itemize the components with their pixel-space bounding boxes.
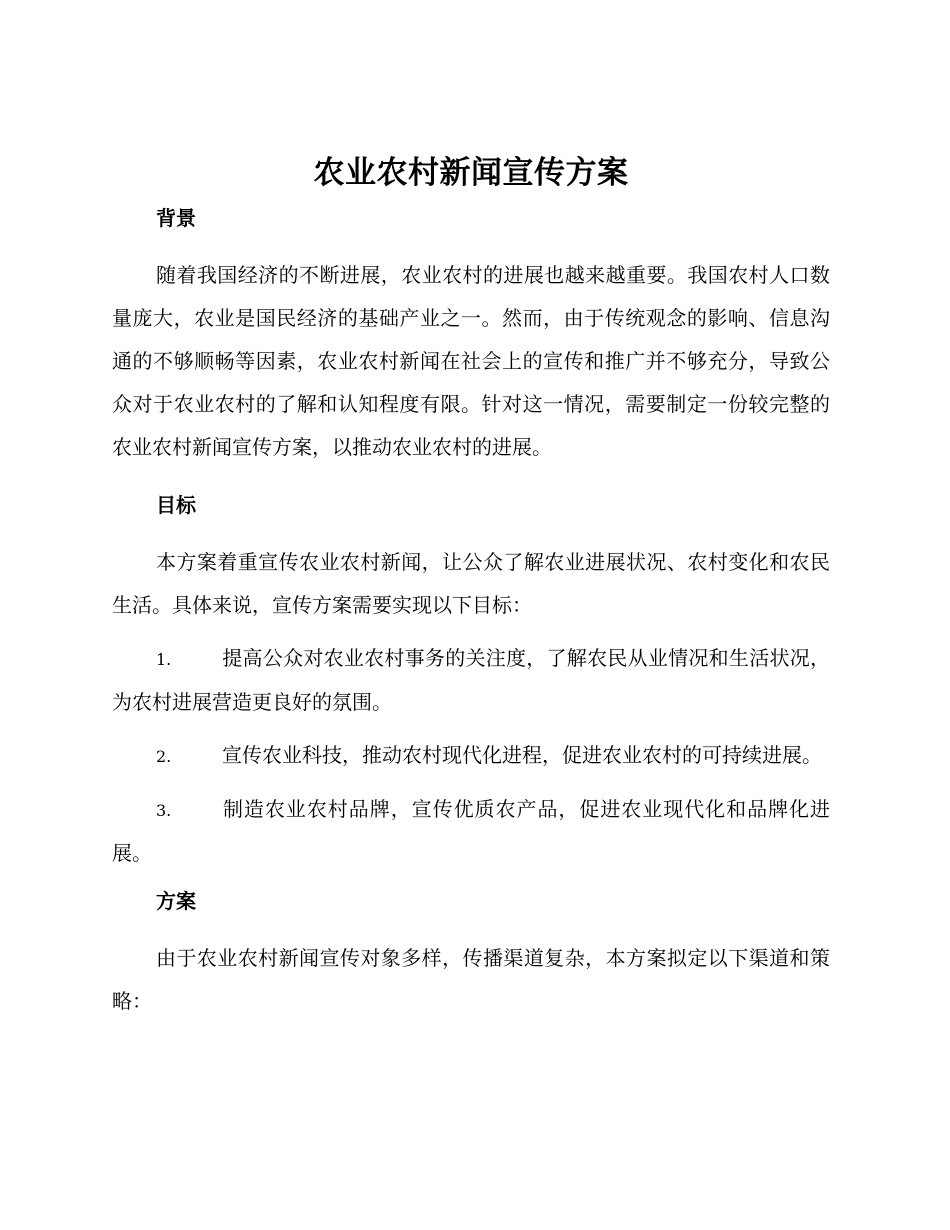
list-item-number: 2. bbox=[156, 747, 172, 766]
list-item-number: 3. bbox=[156, 801, 172, 820]
document-page bbox=[112, 150, 830, 1023]
section-heading-plan: 方案 bbox=[156, 889, 196, 913]
list-item-number: 1. bbox=[156, 650, 172, 669]
background-paragraph: 随着我国经济的不断进展，农业农村的进展也越来越重要。我国农村人口数量庞大，农业是国民经济的基础产业之一。然而，由于传统观念的影响、信息沟通的不够顺畅等因素，农业农村新闻在社会上的宣传和推广并不够充分，导致公众对于农业农村的了解和认知程度有限。针对这一情况，需要制定一份较完整的农业农村新闻宣传方案，以推动农业农村的进展。 bbox=[112, 263, 830, 459]
list-item bbox=[112, 637, 830, 724]
goals-list bbox=[112, 637, 830, 875]
goals-paragraph: 本方案着重宣传农业农村新闻，让公众了解农业进展状况、农村变化和农民生活。具体来说，宣传方案需要实现以下目标： bbox=[112, 550, 830, 617]
section-heading-background: 背景 bbox=[156, 206, 196, 230]
list-item bbox=[112, 734, 830, 778]
list-item bbox=[112, 788, 830, 875]
list-item-text: 提高公众对农业农村事务的关注度，了解农民从业情况和生活状况，为农村进展营造更良好的氛围。 bbox=[112, 646, 830, 714]
plan-paragraph: 由于农业农村新闻宣传对象多样，传播渠道复杂，本方案拟定以下渠道和策略： bbox=[112, 946, 830, 1013]
list-item-text: 宣传农业科技，推动农村现代化进程，促进农业农村的可持续进展。 bbox=[222, 743, 822, 767]
section-heading-goals: 目标 bbox=[156, 493, 196, 517]
document-title: 农业农村新闻宣传方案 bbox=[313, 155, 629, 191]
list-item-text: 制造农业农村品牌，宣传优质农产品，促进农业现代化和品牌化进展。 bbox=[112, 797, 830, 865]
